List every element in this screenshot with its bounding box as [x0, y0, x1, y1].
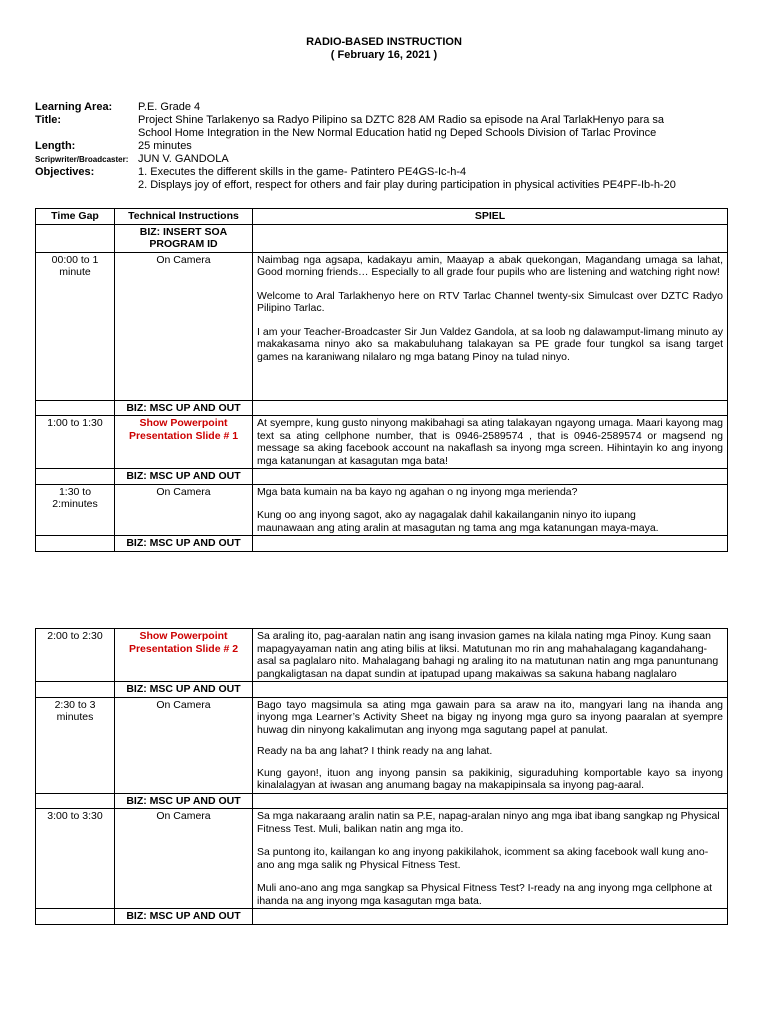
time-cell: 2:00 to 2:30 [36, 629, 115, 682]
spiel-paragraph: Bago tayo magsimula sa ating mga gawain para sa araw na ito, mangyari lang na ihanda ang inyong mga Learner’s Activity Sheet na bigay ng inyong mga guro sa inyong paaralan at syempre huwag din ninyong kakalimutan ang inyong mga sagutang papel at panulat. [257, 698, 723, 736]
table-row [36, 909, 728, 925]
spiel-cell [253, 252, 728, 400]
title-value-line1: Project Shine Tarlakenyo sa Radyo Pilipino sa DZTC 828 AM Radio sa episode na Aral TarlakHenyo para sa [138, 114, 665, 126]
time-cell: 2:30 to 3 minutes [36, 697, 115, 793]
objectives-row-2 [35, 179, 735, 192]
time-cell [36, 909, 115, 925]
table-row [36, 416, 728, 469]
objectives-row [35, 166, 735, 179]
tech-cell: BIZ: INSERT SOA PROGRAM ID [115, 224, 253, 252]
scriptwriter-value: JUN V. GANDOLA [138, 153, 229, 165]
time-cell [36, 400, 115, 416]
spiel-paragraph: Kung gayon!, ituon ang inyong pansin sa pakikinig, siguraduhing komportable kayo sa inyong kinalalagyan at iwasan ang anumang bagay na makapipinsala sa inyong pag-aaral. [257, 766, 723, 791]
title-value-line2: School Home Integration in the New Normal Education hatid ng Deped Schools Division of Tarlac Province [138, 127, 657, 139]
learning-area-row [35, 101, 735, 114]
spiel-cell [253, 682, 728, 698]
spiel-cell [253, 793, 728, 809]
spiel-cell [253, 224, 728, 252]
time-cell [36, 682, 115, 698]
spiel-paragraph: maunawaan ang ating aralin at masagutan ng tama ang mga katanungan maya-maya. [257, 521, 659, 534]
table-row [36, 252, 728, 400]
length-row [35, 140, 735, 153]
tech-cell: BIZ: MSC UP AND OUT [115, 536, 253, 552]
title-row [35, 114, 735, 127]
objective-1: 1. Executes the different skills in the game- Patintero PE4GS-Ic-h-4 [138, 166, 467, 178]
title-row-2 [35, 127, 735, 140]
table-row [36, 793, 728, 809]
spiel-paragraph: Muli ano-ano ang mga sangkap sa Physical Fitness Test? I-ready na ang inyong mga cellphone at ihanda na ang inyong mga kasagutan mga bata. [257, 882, 713, 907]
time-cell [36, 793, 115, 809]
spiel-cell [253, 809, 728, 909]
spiel-cell [253, 469, 728, 485]
learning-area-label: Learning Area: [35, 101, 113, 113]
spiel-cell [253, 536, 728, 552]
spiel-paragraph: At syempre, kung gusto ninyong makibahagi sa ating talakayan ngayong umaga. Maari kayong mag text sa ating cellphone number, that is 0946-2589574 , that is 0946-2589574 or magsend ng message sa aking facebook account na nakaflash sa inyong mga screen. Hihintayin ko ang inyong mga katanungan at kasagutan mga bata! [257, 417, 723, 467]
spiel-cell [253, 400, 728, 416]
time-cell: 1:00 to 1:30 [36, 416, 115, 469]
table-row [36, 629, 728, 682]
time-cell [36, 224, 115, 252]
objective-2: 2. Displays joy of effort, respect for others and fair play during participation in physical activities PE4PF-Ib-h-20 [138, 179, 676, 191]
time-cell: 00:00 to 1 minute [36, 252, 115, 400]
document-title: RADIO-BASED INSTRUCTION [306, 36, 462, 48]
spiel-cell [253, 416, 728, 469]
title-label: Title: [35, 114, 62, 126]
time-cell [36, 469, 115, 485]
length-label: Length: [35, 140, 76, 152]
table-row [36, 536, 728, 552]
length-value: 25 minutes [138, 140, 192, 152]
table-row [36, 400, 728, 416]
document-date: ( February 16, 2021 ) [330, 49, 438, 61]
tech-cell: BIZ: MSC UP AND OUT [115, 469, 253, 485]
spiel-table-2 [35, 628, 728, 925]
spiel-paragraph: Sa mga nakaraang aralin natin sa P.E, napag-aralan ninyo ang mga ibat ibang sangkap ng Physical Fitness Test. Muli, balikan natin ang mga ito. [257, 810, 720, 835]
spiel-cell [253, 629, 728, 682]
spiel-paragraph: Mga bata kumain na ba kayo ng agahan o ng inyong mga merienda? [257, 485, 578, 498]
tech-cell: BIZ: MSC UP AND OUT [115, 909, 253, 925]
spiel-table-1 [35, 208, 728, 552]
spiel-paragraph: Sa araling ito, pag-aaralan natin ang isang invasion games na kilala nating mga Pinoy. Kung saan mapagyayaman natin ang ating bilis at liksi. Matutunan mo rin ang mahahalagang kagandahang-asal sa paglalaro nito. Mahalagang bahagi ng araling ito na matutunan natin ang mga panuntunang pangkaligtasan na dapat sundin at ipatupad upang makaiwas sa sakuna habang naglalaro [257, 630, 719, 680]
spiel-paragraph: Sa puntong ito, kailangan ko ang inyong pakikilahok, icomment sa aking facebook wall kung ano-ano ang mga salik ng Physical Fitness Test. [257, 846, 709, 871]
tech-cell: On Camera [115, 484, 253, 536]
table-row [36, 469, 728, 485]
tech-cell: BIZ: MSC UP AND OUT [115, 400, 253, 416]
time-cell: 3:00 to 3:30 [36, 809, 115, 909]
table-row [36, 682, 728, 698]
header-spiel: SPIEL [253, 209, 728, 225]
spiel-paragraph: Ready na ba ang lahat? I think ready na ang lahat. [257, 745, 493, 757]
spiel-cell [253, 909, 728, 925]
header-technical-instructions: Technical Instructions [115, 209, 253, 225]
tech-cell: On Camera [115, 809, 253, 909]
spiel-cell [253, 484, 728, 536]
time-cell [36, 536, 115, 552]
tech-cell: Show Powerpoint Presentation Slide # 1 [115, 416, 253, 469]
table-row [36, 697, 728, 793]
tech-cell: BIZ: MSC UP AND OUT [115, 682, 253, 698]
meta-block [35, 101, 735, 192]
scriptwriter-label: Scripwriter/Broadcaster: [35, 155, 129, 164]
table-row [36, 224, 728, 252]
spiel-paragraph: Welcome to Aral Tarlakhenyo here on RTV Tarlac Channel twenty-six Simulcast over DZTC Radyo Pilipino Tarlac. [257, 289, 723, 314]
time-cell: 1:30 to 2:minutes [36, 484, 115, 536]
objectives-label: Objectives: [35, 166, 95, 178]
spiel-paragraph: Naimbag nga agsapa, kadakayu amin, Maayap a abak quekongan, Magandang umaga sa lahat, Good morning friends… Especially to all grade four pupils who are listening and watching right now! [257, 253, 723, 278]
table-row [36, 809, 728, 909]
tech-cell: On Camera [115, 252, 253, 400]
header-time-gap: Time Gap [36, 209, 115, 225]
spiel-cell [253, 697, 728, 793]
learning-area-value: P.E. Grade 4 [138, 101, 201, 113]
spiel-paragraph: Kung oo ang inyong sagot, ako ay nagagalak dahil kakailanganin ninyo ito iupang [257, 509, 636, 521]
spiel-paragraph: I am your Teacher-Broadcaster Sir Jun Valdez Gandola, at sa loob ng dalawamput-limang minuto ay makakasama ninyo ako sa makabuluhang talakayan sa PE grade four tungkol sa isang target games na karaniwang nilalaro ng mga batang Pinoy na tulad ninyo. [257, 325, 723, 363]
tech-cell: On Camera [115, 697, 253, 793]
tech-cell: Show Powerpoint Presentation Slide # 2 [115, 629, 253, 682]
tech-cell: BIZ: MSC UP AND OUT [115, 793, 253, 809]
table-header-row [36, 209, 728, 225]
table-row [36, 484, 728, 536]
scriptwriter-row [35, 153, 735, 166]
